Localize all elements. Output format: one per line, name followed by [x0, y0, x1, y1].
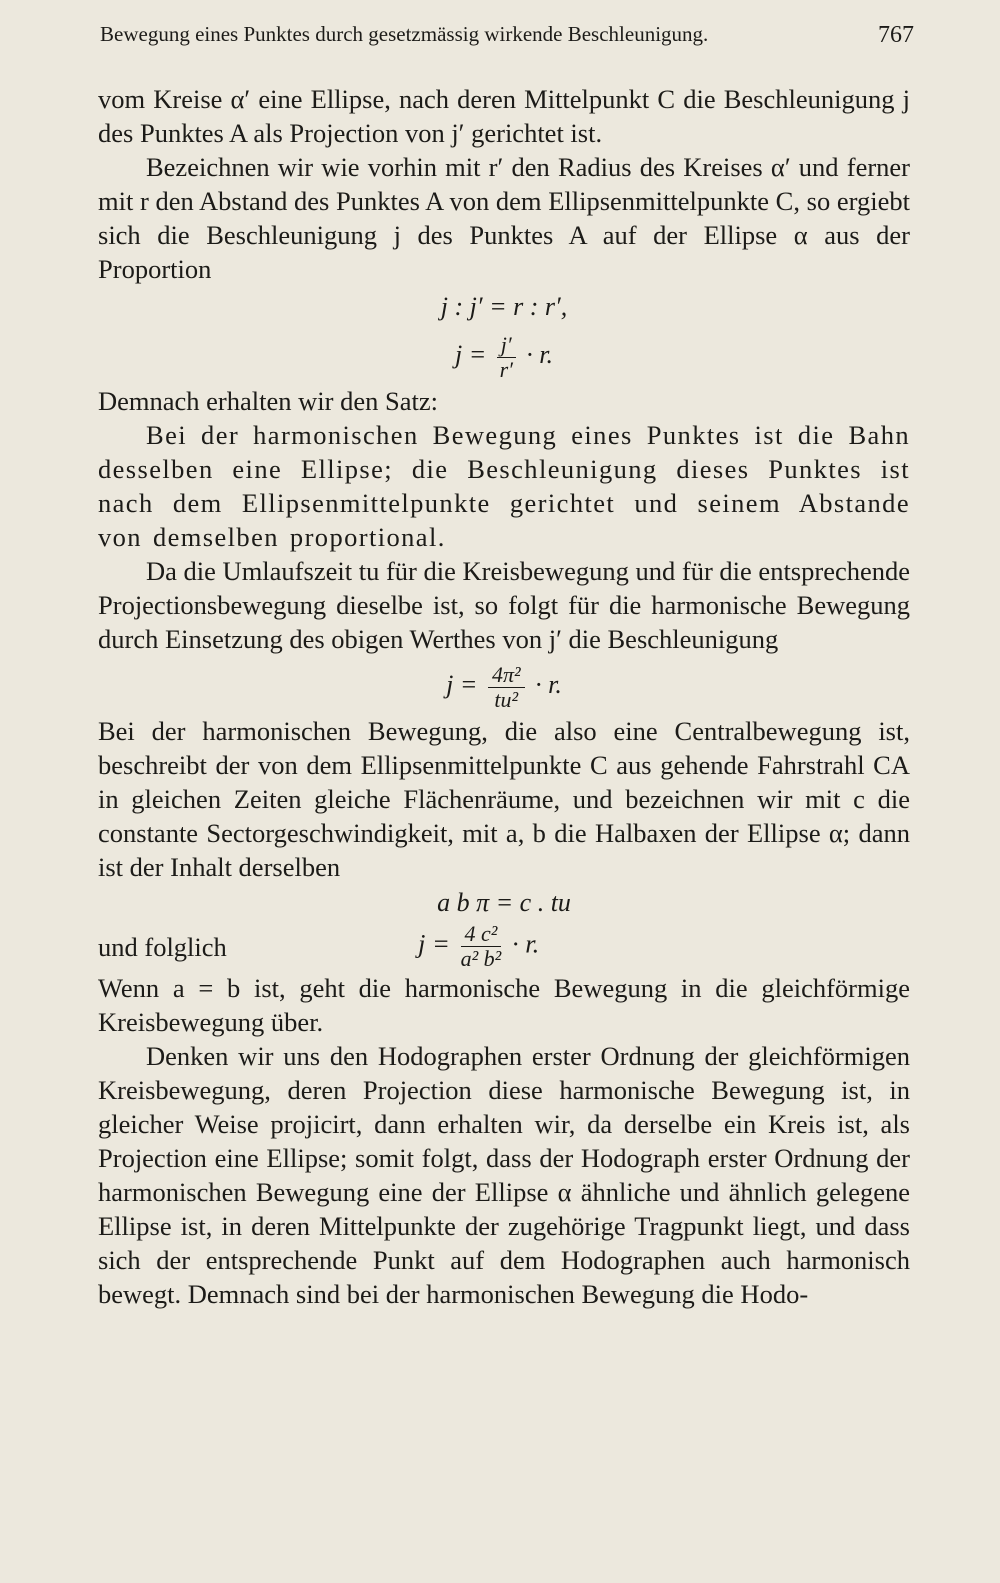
- formula-harmonic-lhs: j =: [446, 670, 478, 699]
- running-title: Bewegung eines Punktes durch gesetzmässig wirkende Beschleunigung.: [100, 22, 709, 46]
- formula-area: a b π = c . tu: [437, 888, 571, 917]
- body-text: [98, 82, 910, 1311]
- fraction-denominator: r′: [499, 356, 513, 382]
- page-header: [100, 22, 914, 49]
- formula-harmonic-rhs: · r.: [535, 670, 562, 699]
- consequence-label: und folglich: [98, 931, 227, 962]
- paragraph-3: Demnach erhalten wir den Satz:: [98, 386, 438, 416]
- formula-proportion: j : j′ = r : r′,: [440, 292, 568, 321]
- formula-harmonic: [98, 656, 910, 714]
- fraction: [488, 663, 525, 712]
- formula-j: [98, 326, 910, 384]
- fraction-numerator: j′: [497, 333, 516, 358]
- fraction: [497, 333, 516, 382]
- paragraph-1: vom Kreise α′ eine Ellipse, nach deren Mittelpunkt C die Beschleunigung j des Punktes A als Projection von j′ gerichtet ist.: [98, 84, 910, 148]
- formula-consequence: [98, 922, 910, 971]
- fraction: [461, 922, 502, 971]
- formula-sector: [418, 922, 910, 971]
- theorem: Bei der harmonischen Bewegung eines Punktes ist die Bahn desselben eine Ellipse; die Beschleunigung dieses Punktes ist nach dem Ellipsenmittelpunkte gerichtet und seinem Abstande von demselben proportional.: [98, 420, 910, 552]
- fraction-denominator: tu²: [494, 686, 519, 712]
- paragraph-4: Da die Umlaufszeit tu für die Kreisbewegung und für die entsprechende Projectionsbewegung dieselbe ist, so folgt für die harmonische Bewegung durch Einsetzung des obigen Werthes von j′ die Beschleunigung: [98, 556, 910, 654]
- formula-j-lhs: j =: [455, 340, 487, 369]
- formula-sector-lhs: j =: [418, 928, 450, 959]
- paragraph-7: Wenn a = b ist, geht die harmonische Bewegung in die gleichförmige Kreisbewegung über.: [98, 973, 910, 1037]
- paragraph-2: Bezeichnen wir wie vorhin mit r′ den Radius des Kreises α′ und ferner mit r den Abstand des Punktes A von dem Ellipsenmittelpunkte C, so ergiebt sich die Beschleunigung j des Punktes A auf der Ellipse α aus der Proportion: [98, 152, 910, 284]
- fraction-numerator: 4π²: [488, 663, 525, 688]
- formula-j-rhs: · r.: [526, 340, 553, 369]
- fraction-numerator: 4 c²: [461, 922, 502, 947]
- page-number: 767: [878, 22, 914, 48]
- paragraph-5: Bei der harmonischen Bewegung, die also eine Centralbewegung ist, beschreibt der von dem Ellipsenmittelpunkte C aus gehende Fahrstrahl CA in gleichen Zeiten gleiche Flächenräume, und bezeichnen wir mit c die constante Sectorgeschwindigkeit, mit a, b die Halbaxen der Ellipse α; dann ist der Inhalt derselben: [98, 716, 910, 882]
- formula-sector-rhs: · r.: [512, 928, 540, 959]
- paragraph-8: Denken wir uns den Hodographen erster Ordnung der gleichförmigen Kreisbewegung, deren Projection diese harmonische Bewegung ist, in gleicher Weise projicirt, dann erhalten wir, da derselbe ein Kreis ist, als Projection eine Ellipse; somit folgt, dass der Hodograph erster Ordnung der harmonischen Bewegung eine der Ellipse α ähnliche und ähnlich gelegene Ellipse ist, in deren Mittelpunkte der zugehörige Tragpunkt liegt, und dass sich der entsprechende Punkt auf dem Hodographen auch harmonisch bewegt. Demnach sind bei der harmonischen Bewegung die Hodo-: [98, 1041, 910, 1309]
- fraction-denominator: a² b²: [460, 946, 502, 971]
